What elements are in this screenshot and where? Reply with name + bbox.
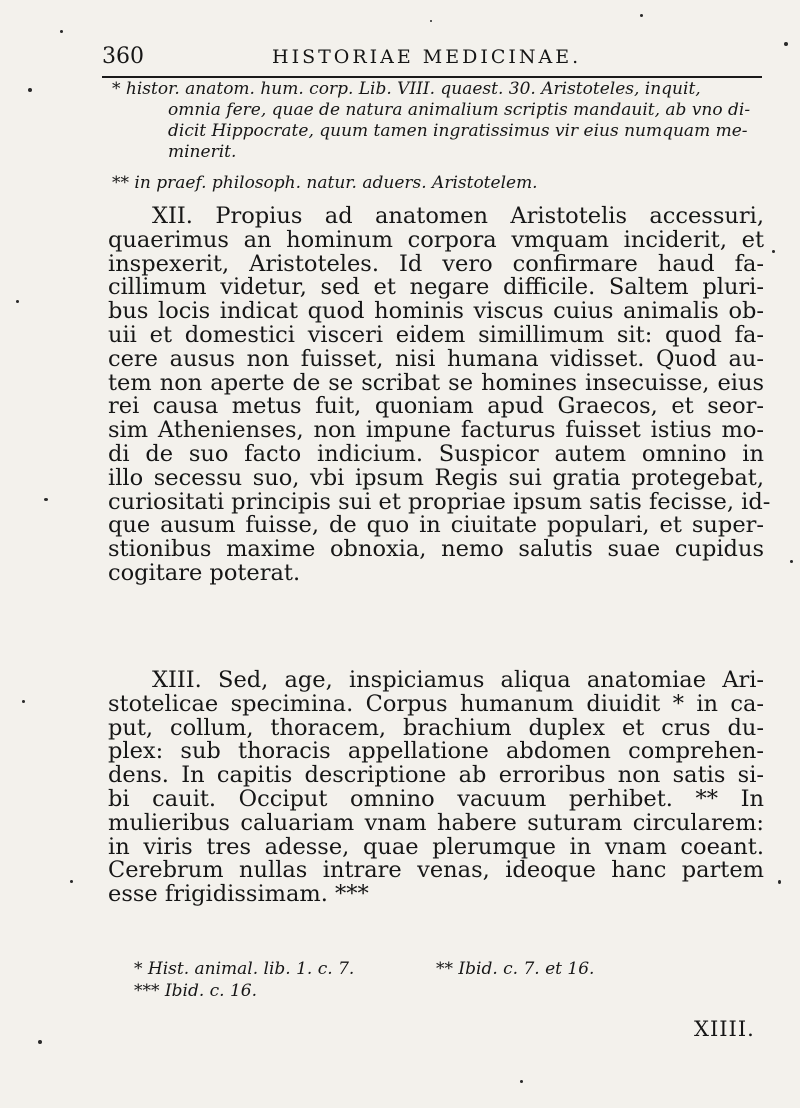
text-line: sim Athenienses, non impune facturus fuisset istius mo-	[108, 417, 764, 444]
text-line: stotelicae specimina. Corpus humanum diuidit * in ca-	[108, 690, 764, 717]
footnote-line: ** Ibid. c. 7. et 16.	[436, 959, 595, 979]
text-line: tem non aperte de se scribat se homines insecuisse, eius	[108, 369, 764, 396]
text-line: mulieribus caluariam vnam habere suturam circularem:	[108, 809, 764, 836]
text-line: rei causa metus fuit, quoniam apud Graecos, et seor-	[108, 393, 764, 420]
page-header	[102, 42, 762, 78]
footnote-line: * histor. anatom. hum. corp. Lib. VIII. quaest. 30. Aristoteles, inquit,	[112, 79, 701, 99]
text-line: stionibus maxime obnoxia, nemo salutis suae cupidus	[108, 536, 764, 563]
text-line: di de suo facto indicium. Suspicor autem omnino in	[108, 440, 764, 467]
text-line: bus locis indicat quod hominis viscus cuius animalis ob-	[108, 298, 764, 325]
text-line: plex: sub thoracis appellatione abdomen comprehen-	[108, 738, 764, 765]
footnote-line: minerit.	[168, 142, 237, 162]
text-line: que ausum fuisse, de quo in ciuitate populari, et super-	[108, 512, 764, 539]
text-line: XII. Propius ad anatomen Aristotelis accessuri,	[108, 205, 764, 229]
text-line: cillimum videtur, sed et negare difficile. Saltem pluri-	[108, 274, 764, 301]
running-title: HISTORIAE MEDICINAE.	[272, 46, 582, 68]
text-line: inspexerit, Aristoteles. Id vero confirmare haud fa-	[108, 250, 764, 277]
paragraph-number: XII.	[152, 203, 193, 229]
bottom-footnotes	[134, 958, 634, 1002]
text-line: illo secessu suo, vbi ipsum Regis sui gratia protegebat,	[108, 464, 764, 491]
text-line: in viris tres adesse, quae plerumque in vnam coeant.	[108, 833, 764, 860]
text-line: cere ausus non fuisset, nisi humana vidisset. Quod au-	[108, 345, 764, 372]
footnote-line: omnia fere, quae de natura animalium scriptis mandauit, ab vno di-	[168, 100, 751, 120]
text-line: curiositati principis sui et propriae ipsum satis fecisse, id-	[108, 488, 771, 515]
footnote-line: * Hist. animal. lib. 1. c. 7.	[134, 959, 355, 979]
paragraph-number: XIII.	[152, 667, 202, 693]
footnote-line: ** in praef. philosoph. natur. aduers. Aristotelem.	[112, 173, 538, 193]
text-line: uii et domestici visceri eidem simillimum sit: quod fa-	[108, 321, 764, 348]
footnote-line: dicit Hippocrate, quum tamen ingratissimus vir eius numquam me-	[168, 121, 748, 141]
text-line: cogitare poterat.	[108, 559, 301, 586]
text-line: put, collum, thoracem, brachium duplex et crus du-	[108, 714, 764, 741]
text-line: bi cauit. Occiput omnino vacuum perhibet. ** In	[108, 785, 764, 812]
text-line: Cerebrum nullas intrare venas, ideoque hanc partem	[108, 857, 764, 884]
paragraph-xii	[108, 203, 771, 586]
text-line: dens. In capitis descriptione ab erroribus non satis si-	[108, 762, 764, 789]
text-line: esse frigidissimam. ***	[108, 881, 369, 908]
page-number: 360	[102, 44, 144, 69]
paragraph-xiii	[108, 669, 764, 907]
text-line: quaerimus an hominum corpora vmquam inciderit, et	[108, 226, 764, 253]
catchword: XIIII.	[694, 1017, 755, 1041]
top-footnotes	[112, 79, 764, 194]
footnote-line: *** Ibid. c. 16.	[134, 981, 257, 1001]
text-line: XIII. Sed, age, inspiciamus aliqua anatomiae Ari-	[108, 669, 764, 693]
